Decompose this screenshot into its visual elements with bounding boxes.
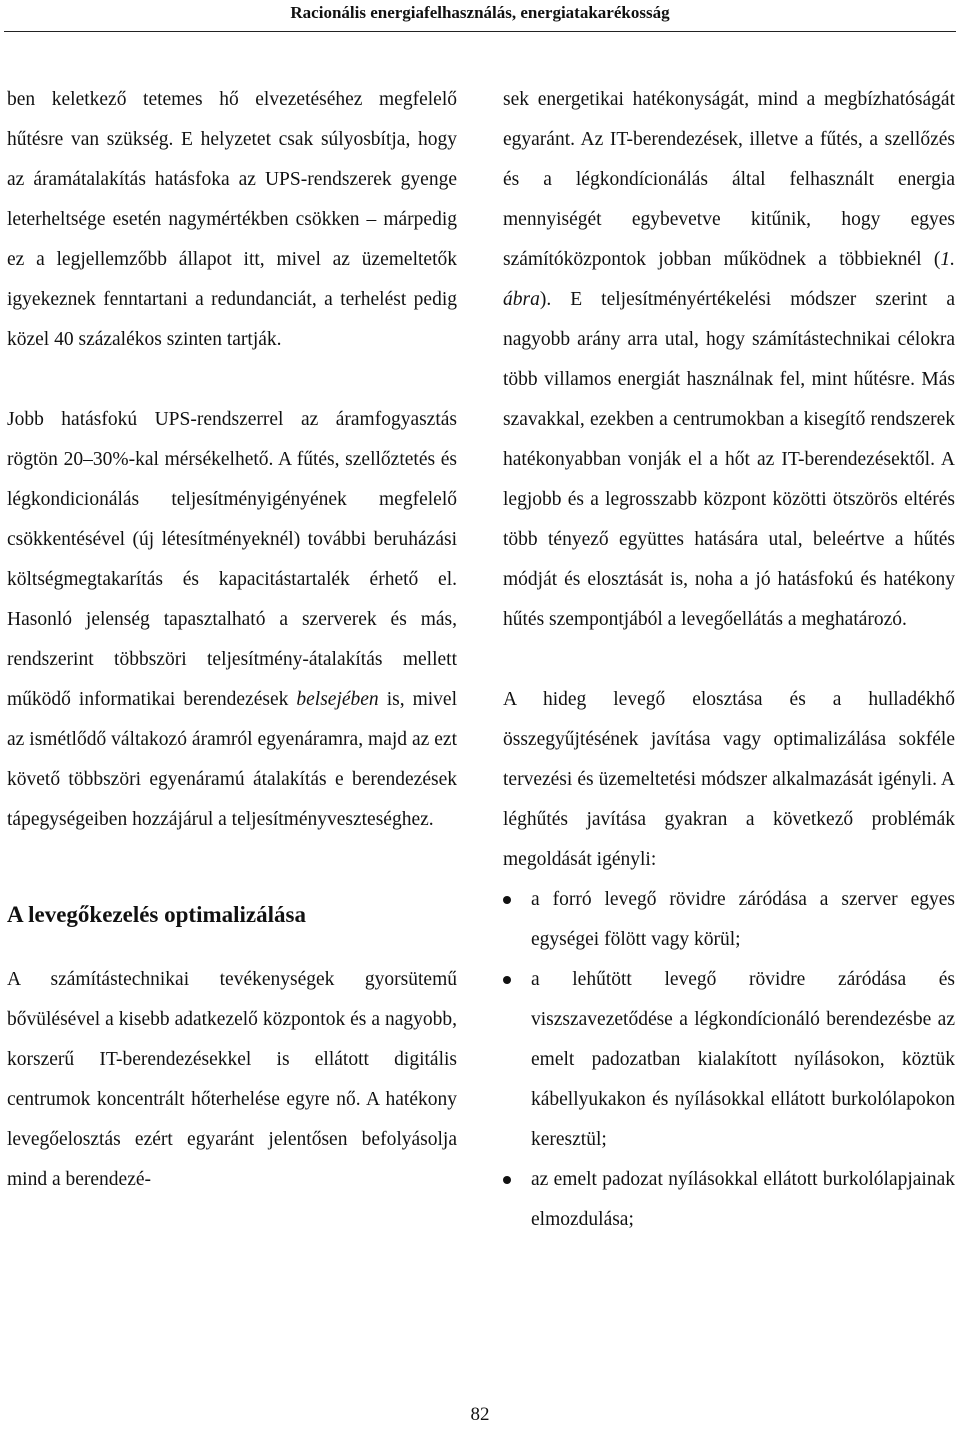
paragraph-gap — [7, 840, 457, 880]
text-run: sek energetikai hatékonyságát, mind a megbízhatóságát egyaránt. Az IT-berendezések, illetve a fűtés, a szellőzés és a légkondícionálás által felhasznált energia mennyiségét egybevetve kitűnik, hogy egyes számítóközpontok jobban működnek a többieknél ( — [503, 89, 955, 270]
section-heading: A levegőkezelés optimalizálása — [7, 902, 306, 927]
bullet-icon — [503, 1176, 511, 1184]
right-column — [503, 80, 955, 1240]
list-item-text: az emelt padozat nyílásokkal ellátott burkolólapjainak elmozdulása; — [531, 1169, 955, 1230]
text-run: ). E teljesítményértékelési módszer szerint a nagyobb arány arra utal, hogy számítástechnikai célokra több villamos energiát használnak fel, mint hűtésre. Más szavakkal, ezekben a centrumokban a kisegítő rendszerek hatékonyabban vonják el a hőt az IT-berendezésektől. A legjobb és a legrosszabb központ közötti ötszörös eltérés több tényező együttes hatására utal, beleértve a hűtés módját és elosztását is, noha a jó hatásfokú és hatékony hűtés szempontjából a levegőellátás a meghatározó. — [503, 289, 955, 630]
list-item — [503, 960, 955, 1160]
paragraph — [7, 400, 457, 840]
paragraph-gap — [7, 360, 457, 400]
list-item-text: a forró levegő rövidre záródása a szerver egyes egységei fölött vagy körül; — [531, 889, 955, 950]
paragraph: A számítástechnikai tevékenységek gyorsütemű bővülésével a kisebb adatkezelő központok és a nagyobb, korszerű IT-berendezésekkel is ellátott digitális centrumok koncentrált hőterhelése egyre nő. A hatékony levegőelosztás ezért egyaránt jelentősen befolyásolja mind a berendezé- — [7, 969, 457, 1190]
running-header: Racionális energiafelhasználás, energiatakarékosság — [290, 3, 670, 22]
page-number: 82 — [470, 1404, 490, 1425]
list-item — [503, 880, 955, 960]
figure-reference: 1. ábra — [503, 249, 955, 310]
header-rule — [4, 31, 956, 32]
text-run: is, mivel az ismétlődő váltakozó áramról egyenáramra, majd az ezt követő többszöri egyenáramú átalakítás e berendezések tápegységeiben hozzájárul a teljesítményveszteséghez. — [7, 689, 457, 830]
bullet-icon — [503, 896, 511, 904]
paragraph — [503, 80, 955, 640]
bullet-list — [503, 880, 955, 1240]
left-column — [7, 80, 457, 1200]
list-item — [503, 1160, 955, 1240]
bullet-icon — [503, 976, 511, 984]
paragraph: A hideg levegő elosztása és a hulladékhő összegyűjtésének javítása vagy optimalizálása sokféle tervezési és üzemeltetési módszer alkalmazását igényli. A léghűtés javítása gyakran a következő problémák megoldását igényli: — [503, 689, 955, 870]
paragraph-gap — [503, 640, 955, 680]
italic-term: belsejében — [296, 689, 379, 710]
paragraph: ben keletkező tetemes hő elvezetéséhez megfelelő hűtésre van szükség. E helyzetet csak súlyosbítja, hogy az áramátalakítás hatásfoka az UPS-rendszerek gyenge leterheltsége esetén nagymértékben csökken – márpedig ez a legjellemzőbb állapot itt, mivel az üzemeltetők igyekeznek fenntartani a redundanciát, a terhelést pedig közel 40 százalékos szinten tartják. — [7, 89, 457, 350]
text-run: Jobb hatásfokú UPS-rendszerrel az áramfogyasztás rögtön 20–30%-kal mérsékelhető. A fűtés, szellőztetés és légkondicionálás teljesítményigényének megfelelő csökkentésével (új létesítményeknél) további beruházási költségmegtakarítás és kapacitástartalék érhető el. Hasonló jelenség tapasztalható a szerverek és más, rendszerint többszöri teljesítmény-átalakítás mellett működő informatikai berendezések — [7, 409, 457, 710]
list-item-text: a lehűtött levegő rövidre záródása és viszszavezetődése a légkondícionáló berendezésbe az emelt padozatban kialakított nyílásokon, köztük kábellyukakon és nyílásokkal ellátott burkolólapokon keresztül; — [531, 969, 955, 1150]
